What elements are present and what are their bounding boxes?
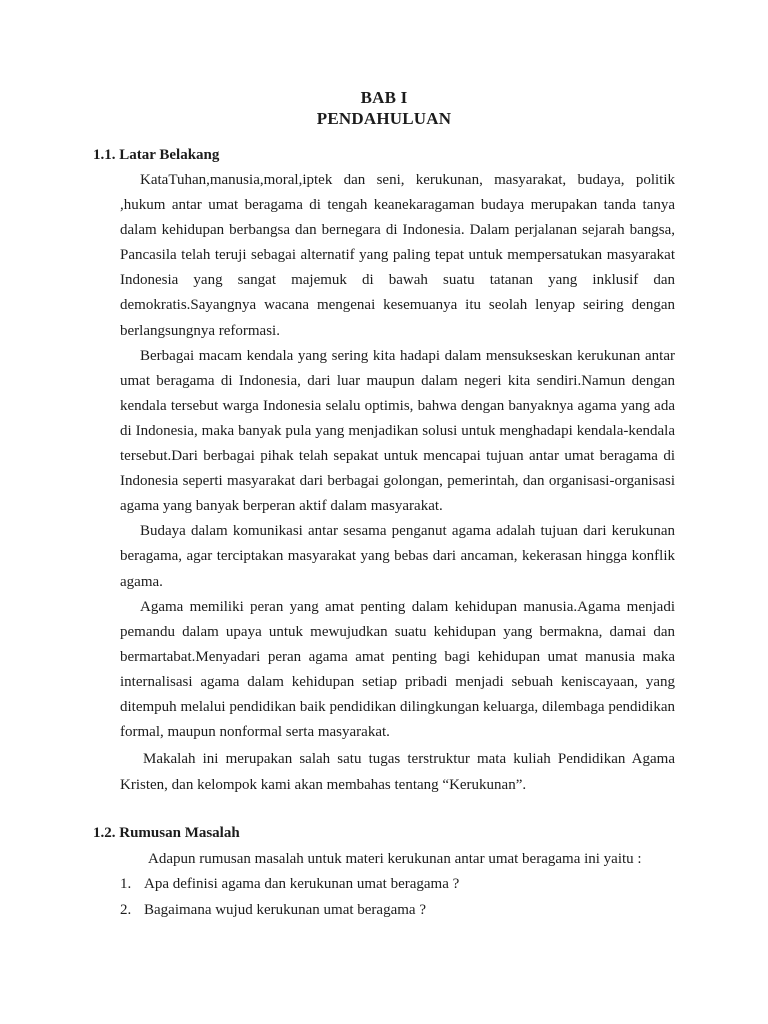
- list-item: [120, 902, 426, 919]
- latar-belakang-body: [120, 168, 675, 745]
- section-heading-latar-belakang: 1.1. Latar Belakang: [93, 147, 220, 163]
- paragraph: Berbagai macam kendala yang sering kita hadapi dalam mensukseskan kerukunan antar umat beragama di Indonesia, dari luar maupun dalam negeri kita sendiri.Namun dengan kendala tersebut warga Indonesia selalu optimis, bahwa dengan banyaknya agama yang ada di Indonesia, maka banyak pula yang menjadikan solusi untuk menghadapi kendala-kendala tersebut.Dari berbagai pihak telah sepakat untuk mencapai tujuan antar umat beragama di Indonesia seperti masyarakat dari berbagai golongan, pemerintah, dan organisasi-organisasi agama yang banyak berperan aktif dalam masyarakat.: [120, 347, 675, 515]
- list-text: Bagaimana wujud kerukunan umat beragama ?: [144, 902, 426, 918]
- chapter-number: BAB I: [360, 88, 408, 107]
- paragraph: Budaya dalam komunikasi antar sesama penganut agama adalah tujuan dari kerukunan beragama, agar terciptakan masyarakat yang bebas dari ancaman, kekerasan hingga konflik agama.: [120, 523, 675, 590]
- rumusan-intro: Adapun rumusan masalah untuk materi kerukunan antar umat beragama ini yaitu :: [148, 851, 642, 867]
- list-item: [120, 876, 459, 893]
- closing-paragraph: Makalah ini merupakan salah satu tugas terstruktur mata kuliah Pendidikan Agama Kristen, dan kelompok kami akan membahas tentang “Kerukunan”.: [120, 751, 675, 793]
- list-text: Apa definisi agama dan kerukunan umat beragama ?: [144, 876, 460, 892]
- list-number: 1.: [120, 876, 132, 892]
- section-heading-rumusan-masalah: 1.2. Rumusan Masalah: [93, 825, 240, 841]
- paragraph: KataTuhan,manusia,moral,iptek dan seni, kerukunan, masyarakat, budaya, politik ,hukum antar umat beragama di tengah keanekaragaman budaya merupakan tanda tanya dalam kehidupan berbangsa dan bernegara di Indonesia. Dalam perjalanan sejarah bangsa, Pancasila telah teruji sebagai alternatif yang paling tepat untuk mempersatukan masyarakat Indonesia yang sangat majemuk di bawah suatu tatanan yang inklusif dan demokratis.Sayangnya wacana mengenai kesemuanya itu seolah lenyap seiring dengan berlangsungnya reformasi.: [120, 172, 675, 339]
- paragraph: Agama memiliki peran yang amat penting dalam kehidupan manusia.Agama menjadi pemandu dalam upaya untuk mewujudkan suatu kehidupan yang bermakna, damai dan bermartabat.Menyadari peran agama amat penting bagi kehidupan umat manusia maka internalisasi agama dalam kehidupan setiap pribadi menjadi sebuah keniscayaan, yang ditempuh melalui pendidikan baik pendidikan dilingkungan keluarga, dilembaga pendidikan formal, maupun nonformal serta masyarakat.: [120, 598, 675, 741]
- list-number: 2.: [120, 902, 132, 918]
- chapter-title: PENDAHULUAN: [316, 109, 452, 128]
